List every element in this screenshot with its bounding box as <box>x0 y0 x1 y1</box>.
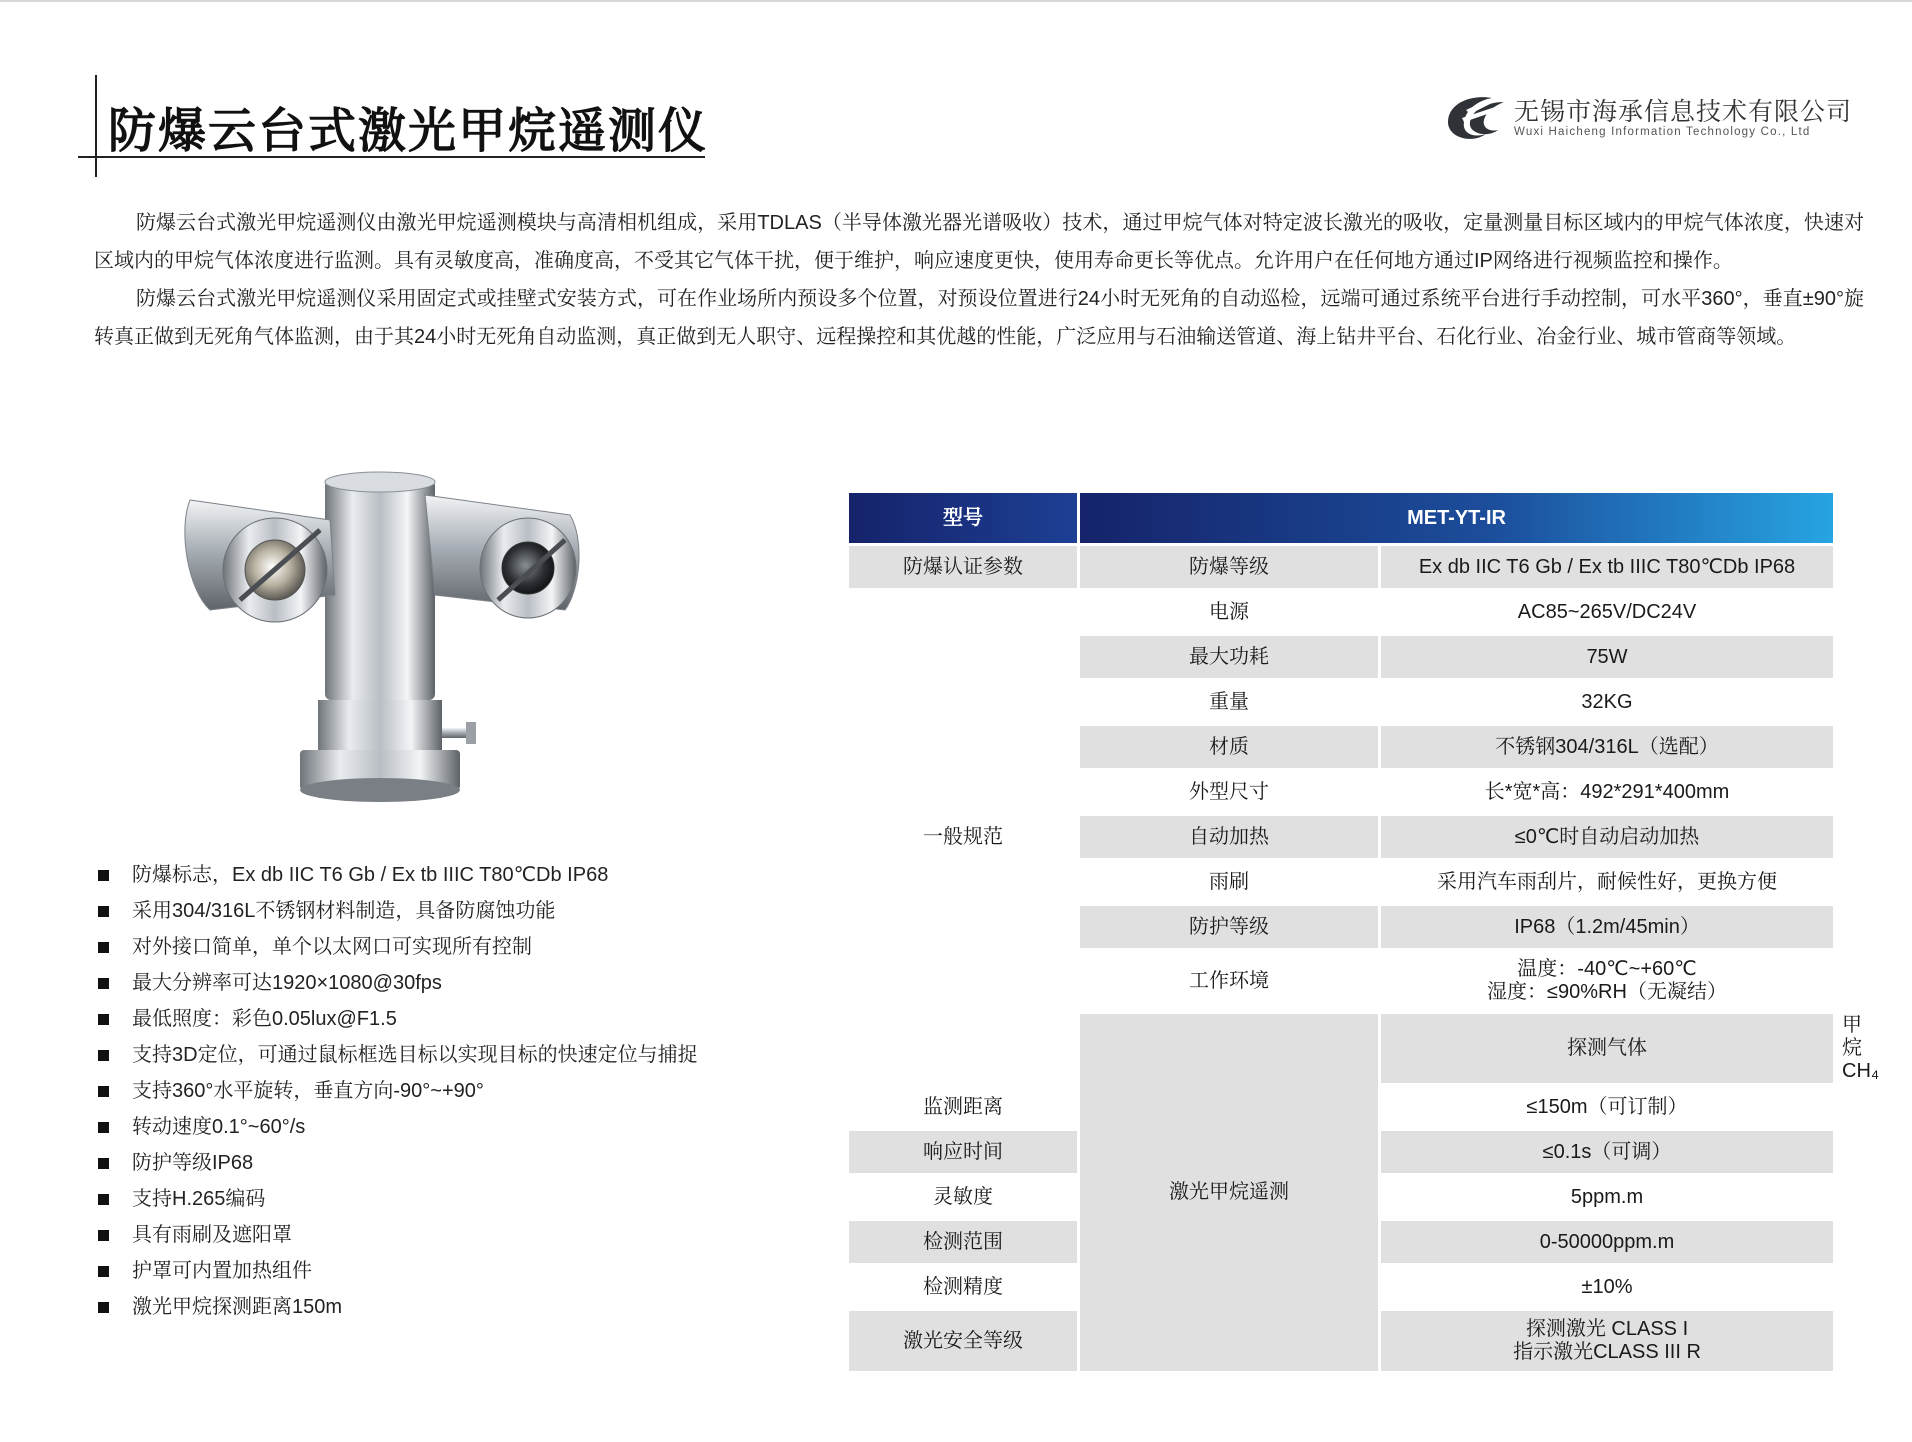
square-bullet-icon <box>98 1230 109 1241</box>
spec-header-row <box>849 493 1836 543</box>
haicheng-logo-icon <box>1440 88 1512 144</box>
feature-text: 对外接口简单，单个以太网口可实现所有控制 <box>132 936 532 958</box>
param-value: 75W <box>1381 636 1833 678</box>
feature-item <box>96 968 698 1004</box>
table-row <box>849 546 1836 588</box>
square-bullet-icon <box>98 1050 109 1061</box>
param-name: 自动加热 <box>1080 816 1378 858</box>
group-label-explosion: 防爆认证参数 <box>849 546 1077 588</box>
feature-text: 最大分辨率可达1920×1080@30fps <box>132 972 442 994</box>
param-value: ≤0.1s（可调） <box>1381 1131 1833 1173</box>
param-name: 灵敏度 <box>849 1176 1077 1218</box>
param-name: 防护等级 <box>1080 906 1378 948</box>
param-value: 采用汽车雨刮片，耐候性好，更换方便 <box>1381 861 1833 903</box>
feature-text: 防爆标志，Ex db IIC T6 Gb / Ex tb IIIC T80℃Db IP68 <box>132 864 609 886</box>
page-title: 防爆云台式激光甲烷遥测仪 <box>108 103 709 159</box>
intro-paragraph: 防爆云台式激光甲烷遥测仪由激光甲烷遥测模块与高清相机组成，采用TDLAS（半导体激光器光谱吸收）技术，通过甲烷气体对特定波长激光的吸收，定量测量目标区域内的甲烷气体浓度，快速对区域内的甲烷气体浓度进行监测。具有灵敏度高，准确度高，不受其它气体干扰，便于维护，响应速度更快，使用寿命更长等优点。允许用户在任何地方通过IP网络进行视频监控和操作。 <box>94 212 1864 272</box>
param-name: 工作环境 <box>1080 951 1378 1011</box>
param-name: 监测距离 <box>849 1086 1077 1128</box>
model-label: 型号 <box>849 493 1077 543</box>
spec-table <box>846 490 1880 1374</box>
param-name: 电源 <box>1080 591 1378 633</box>
param-name: 雨刷 <box>1080 861 1378 903</box>
square-bullet-icon <box>98 1086 109 1097</box>
param-value <box>1381 1311 1833 1371</box>
param-value-line: 湿度：≤90%RH（无凝结） <box>1487 981 1727 1003</box>
feature-text: 支持360°水平旋转，垂直方向-90°~+90° <box>132 1080 484 1102</box>
feature-text: 支持3D定位，可通过鼠标框选目标以实现目标的快速定位与捕捉 <box>132 1044 698 1066</box>
group-label-laser: 激光甲烷遥测 <box>1080 1014 1378 1371</box>
param-value: 长*宽*高：492*291*400mm <box>1381 771 1833 813</box>
feature-text: 激光甲烷探测距离150m <box>132 1296 343 1318</box>
param-name: 检测范围 <box>849 1221 1077 1263</box>
param-value: ≤150m（可订制） <box>1381 1086 1833 1128</box>
feature-text: 最低照度：彩色0.05lux@F1.5 <box>132 1008 397 1030</box>
param-value: 0-50000ppm.m <box>1381 1221 1833 1263</box>
title-vertical-rule <box>95 75 97 177</box>
param-value-line: 指示激光CLASS III R <box>1513 1341 1701 1363</box>
param-name: 外型尺寸 <box>1080 771 1378 813</box>
param-value: 5ppm.m <box>1381 1176 1833 1218</box>
feature-item <box>96 896 698 932</box>
square-bullet-icon <box>98 1014 109 1025</box>
feature-text: 转动速度0.1°~60°/s <box>132 1116 306 1138</box>
square-bullet-icon <box>98 906 109 917</box>
param-value: IP68（1.2m/45min） <box>1381 906 1833 948</box>
param-name: 响应时间 <box>849 1131 1077 1173</box>
feature-item <box>96 1112 698 1148</box>
feature-item <box>96 1292 698 1328</box>
param-value: 32KG <box>1381 681 1833 723</box>
square-bullet-icon <box>98 1302 109 1313</box>
feature-item <box>96 1004 698 1040</box>
company-name-cn: 无锡市海承信息技术有限公司 <box>1514 97 1853 126</box>
group-label-general: 一般规范 <box>849 591 1077 1083</box>
feature-item <box>96 1076 698 1112</box>
table-row <box>849 591 1836 633</box>
param-value: ≤0℃时自动启动加热 <box>1381 816 1833 858</box>
feature-text: 采用304/316L不锈钢材料制造，具备防腐蚀功能 <box>132 900 556 922</box>
param-value: AC85~265V/DC24V <box>1381 591 1833 633</box>
param-value-line: 温度：-40℃~+60℃ <box>1517 958 1697 980</box>
param-value-line: 探测激光 CLASS I <box>1525 1318 1689 1340</box>
square-bullet-icon <box>98 978 109 989</box>
square-bullet-icon <box>98 870 109 881</box>
intro-paragraph: 防爆云台式激光甲烷遥测仪采用固定式或挂壁式安装方式，可在作业场所内预设多个位置，对预设位置进行24小时无死角的自动巡检，远端可通过系统平台进行手动控制，可水平360°，垂直±90°旋转真正做到无死角气体监测，由于其24小时无死角自动监测，真正做到无人职守、远程操控和其优越的性能，广泛应用与石油输送管道、海上钻井平台、石化行业、冶金行业、城市管商等领域。 <box>94 288 1864 348</box>
param-value <box>1381 951 1833 1011</box>
feature-item <box>96 932 698 968</box>
feature-item <box>96 1256 698 1292</box>
param-name: 探测气体 <box>1381 1014 1833 1083</box>
company-logo <box>1440 88 1853 148</box>
param-name: 激光安全等级 <box>849 1311 1077 1371</box>
feature-item <box>96 1220 698 1256</box>
param-name: 重量 <box>1080 681 1378 723</box>
param-value: Ex db IIC T6 Gb / Ex tb IIIC T80℃Db IP68 <box>1381 546 1833 588</box>
company-name-en: Wuxi Haicheng Information Technology Co., Ltd <box>1514 126 1811 138</box>
feature-item <box>96 1184 698 1220</box>
product-image <box>170 470 630 810</box>
param-value: ±10% <box>1381 1266 1833 1308</box>
feature-text: 支持H.265编码 <box>132 1188 266 1210</box>
intro-text <box>94 204 1864 356</box>
table-row: 激光甲烷遥测 探测气体 甲烷CH₄ <box>849 1014 1836 1083</box>
feature-item <box>96 1040 698 1076</box>
feature-text: 护罩可内置加热组件 <box>132 1260 312 1282</box>
square-bullet-icon <box>98 1194 109 1205</box>
top-rule <box>0 0 1912 2</box>
param-name: 材质 <box>1080 726 1378 768</box>
param-value: 不锈钢304/316L（选配） <box>1381 726 1833 768</box>
param-name: 检测精度 <box>849 1266 1077 1308</box>
feature-list <box>96 860 698 1328</box>
feature-text: 防护等级IP68 <box>132 1152 254 1174</box>
model-value: MET-YT-IR <box>1080 493 1833 543</box>
param-name: 防爆等级 <box>1080 546 1378 588</box>
feature-item <box>96 860 698 896</box>
square-bullet-icon <box>98 1122 109 1133</box>
square-bullet-icon <box>98 1158 109 1169</box>
square-bullet-icon <box>98 942 109 953</box>
feature-item <box>96 1148 698 1184</box>
square-bullet-icon <box>98 1266 109 1277</box>
param-name: 最大功耗 <box>1080 636 1378 678</box>
feature-text: 具有雨刷及遮阳罩 <box>132 1224 292 1246</box>
